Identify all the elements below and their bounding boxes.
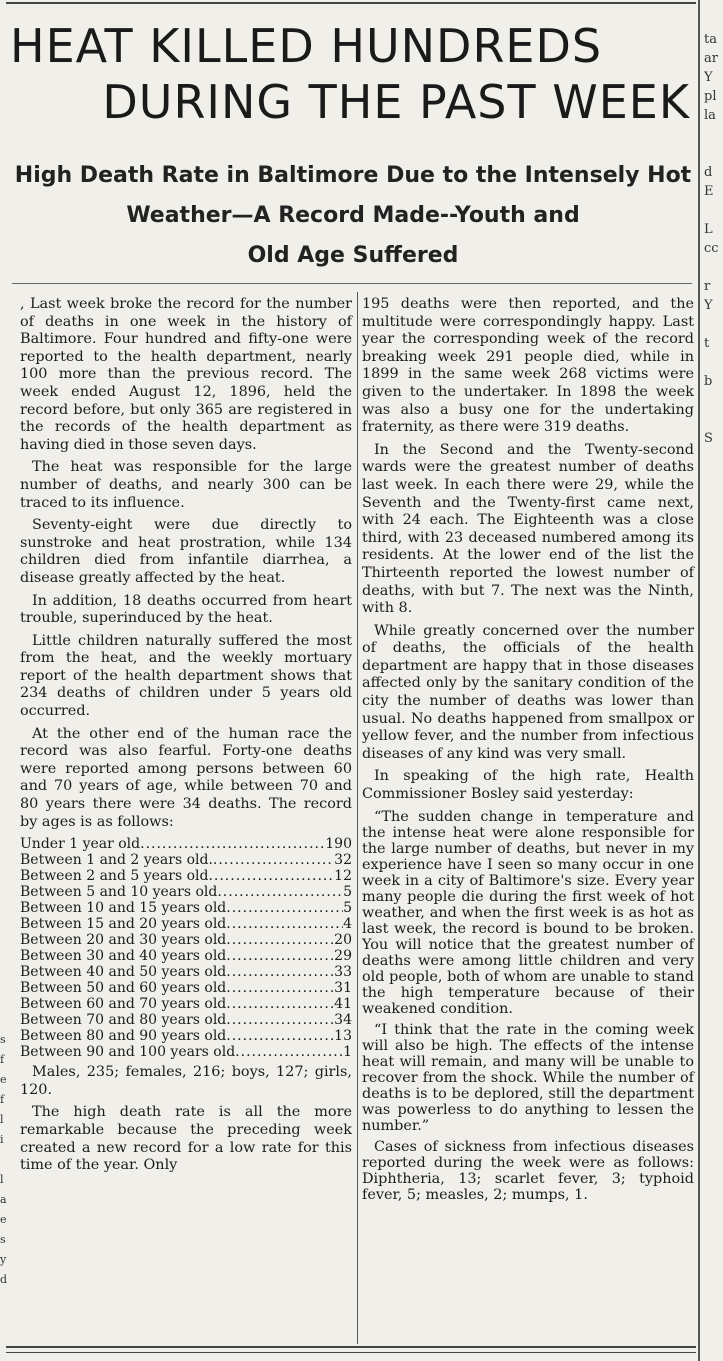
death-count: 41 <box>334 996 352 1013</box>
paragraph: “The sudden change in temperature and the intense heat were alone responsible for the large number of deaths, but never in my experience have I seen so many occur in one week in a city of Baltimore's size. Every year many people die during the first week of hot weather, and when the first week is as hot as last week, the record is bound to be broken. You will notice that the greatest number of deaths were among little children and very old people, both of whom are unable to stand the high temperature because of their weakened condition. <box>362 808 694 1017</box>
margin-fragment: Y <box>704 298 713 313</box>
margin-fragment: pl <box>704 89 717 104</box>
death-count: 5 <box>343 900 352 917</box>
paragraph: While greatly concerned over the number of deaths, the officials of the health department are happy that in those diseases affected only by the sanitary condition of the city the number of deaths was lower than usual. No deaths happened from smallpox or yellow fever, and the number from infectious diseases of any kind was very small. <box>362 622 694 762</box>
margin-fragment: la <box>704 108 716 123</box>
adjacent-column-fragment-left <box>0 1030 10 1290</box>
paragraph: 195 deaths were then reported, and the multitude were correspondingly happy. Last year the corresponding week of the record breaking week 291 people died, while in 1899 in the same week 268 victims were given to the undertaker. In 1898 the week was also a busy one for the undertaking fraternity, as there were 319 deaths. <box>362 296 694 436</box>
margin-fragment: S <box>704 431 713 446</box>
margin-fragment <box>704 258 723 277</box>
headline-line-1: HEAT KILLED HUNDREDS <box>10 19 603 73</box>
paragraph: In the Second and the Twenty-second wards were the greatest number of deaths last week. In each there were 29, while the Seventh and the Twenty-first came next, with 24 each. The Eighteenth was a close third, with 23 deceased numbered among its residents. At the lower end of the list the Thirteenth reported the lowest number of deaths, with but 7. The next was the Ninth, with 8. <box>362 441 694 617</box>
leader-dots <box>226 916 343 932</box>
leader-dots <box>235 1044 343 1060</box>
leader-dots <box>217 884 343 900</box>
leader-dots <box>208 868 334 884</box>
age-row <box>20 964 352 980</box>
age-row <box>20 1012 352 1028</box>
age-range-label: Between 50 and 60 years old <box>20 980 227 997</box>
headline <box>8 18 696 130</box>
age-row <box>20 932 352 948</box>
paragraph: In addition, 18 deaths occurred from heart trouble, superinduced by the heat. <box>20 592 352 627</box>
margin-fragment: ar <box>704 51 718 66</box>
death-count: 32 <box>334 852 352 869</box>
subheadline-line-1: High Death Rate in Baltimore Due to the Intensely Hot <box>14 163 692 188</box>
leader-dots <box>226 948 334 964</box>
margin-fragment <box>704 410 723 429</box>
margin-fragment: y <box>0 1253 7 1266</box>
age-range-label: Under 1 year old <box>20 836 141 853</box>
paragraph: At the other end of the human race the record was also fearful. Forty-one deaths were reported among persons between 60 and 70 years of age, while between 70 and 80 years there were 34 deaths. The record by ages is as follows: <box>20 725 352 830</box>
margin-fragment: d <box>0 1273 8 1286</box>
age-row <box>20 916 352 932</box>
margin-fragment <box>704 315 723 334</box>
margin-fragment: cc <box>704 241 719 256</box>
paragraph: Little children naturally suffered the most from the heat, and the weekly mortuary report of the health department shows that 234 deaths of children under 5 years old occurred. <box>20 632 352 720</box>
leader-dots <box>226 980 334 996</box>
age-row <box>20 836 352 852</box>
age-range-label: Between 90 and 100 years old <box>20 1044 236 1061</box>
margin-fragment: f <box>0 1053 5 1066</box>
subheadline-line-3: Old Age Suffered <box>247 243 459 268</box>
margin-fragment <box>704 391 723 410</box>
subheadline-rule <box>12 283 692 284</box>
leader-dots <box>226 964 334 980</box>
paragraph: The heat was responsible for the large number of deaths, and nearly 300 can be traced to its influence. <box>20 459 352 511</box>
paragraph: In speaking of the high rate, Health Commissioner Bosley said yesterday: <box>362 768 694 803</box>
death-count: 5 <box>343 884 352 901</box>
margin-fragment: s <box>0 1233 6 1246</box>
death-count: 12 <box>334 868 352 885</box>
margin-fragment: t <box>704 336 710 351</box>
margin-fragment: d <box>704 165 713 180</box>
leader-dots <box>226 932 334 948</box>
death-count: 20 <box>334 932 352 949</box>
margin-fragment: i <box>0 1133 4 1146</box>
column-divider-right <box>698 0 700 1361</box>
bottom-rule <box>6 1346 696 1348</box>
margin-fragment: f <box>0 1093 5 1106</box>
paragraph: “I think that the rate in the coming week will also be high. The effects of the intense heat will remain, and many will be unable to recover from the shock. While the number of deaths is to be deplored, still the department was powerless to do anything to lessen the number.” <box>362 1021 694 1134</box>
age-row <box>20 852 352 868</box>
age-range-label: Between 70 and 80 years old <box>20 1012 227 1029</box>
death-count: 1 <box>343 1044 352 1061</box>
leader-dots <box>226 900 343 916</box>
margin-fragment: e <box>0 1213 7 1226</box>
subheadline <box>8 156 698 276</box>
margin-fragment <box>0 1150 10 1170</box>
paragraph: Cases of sickness from infectious diseases reported during the week were as follows: Diphtheria, 13; scarlet fever, 3; typhoid fever, 5; measles, 2; mumps, 1. <box>362 1138 694 1203</box>
age-row <box>20 900 352 916</box>
age-range-label: Between 1 and 2 years old. <box>20 852 213 869</box>
age-row <box>20 980 352 996</box>
age-row <box>20 1044 352 1060</box>
margin-fragment: s <box>0 1033 6 1046</box>
paragraph: Males, 235; females, 216; boys, 127; girls, 120. <box>20 1064 352 1098</box>
death-count: 4 <box>343 916 352 933</box>
margin-fragment: Y <box>704 70 713 85</box>
column-divider-center <box>357 292 358 1344</box>
death-count: 31 <box>334 980 352 997</box>
leader-dots <box>226 1028 334 1044</box>
death-count: 34 <box>334 1012 352 1029</box>
margin-fragment <box>704 353 723 372</box>
margin-fragment <box>704 125 723 144</box>
top-rule <box>6 2 696 4</box>
age-range-label: Between 80 and 90 years old <box>20 1028 227 1045</box>
leader-dots <box>226 996 334 1012</box>
age-range-label: Between 5 and 10 years old <box>20 884 218 901</box>
leader-dots <box>140 836 325 852</box>
death-count: 13 <box>334 1028 352 1045</box>
article-column-left <box>20 296 352 1180</box>
leader-dots <box>226 1012 334 1028</box>
death-count: 190 <box>325 836 352 853</box>
headline-line-2: DURING THE PAST WEEK <box>102 75 690 129</box>
adjacent-column-fragment-right <box>704 30 723 448</box>
age-row <box>20 868 352 884</box>
subheadline-line-2: Weather—A Record Made--Youth and <box>126 203 580 228</box>
leader-dots <box>213 852 334 868</box>
margin-fragment: a <box>0 1193 7 1206</box>
margin-fragment: ta <box>704 32 717 47</box>
margin-fragment <box>704 201 723 220</box>
margin-fragment: b <box>704 374 713 389</box>
age-range-label: Between 30 and 40 years old <box>20 948 227 965</box>
paragraph: Seventy-eight were due directly to sunstroke and heat prostration, while 134 children died from infantile diarrhea, a disease greatly affected by the heat. <box>20 517 352 586</box>
age-row <box>20 948 352 964</box>
margin-fragment: e <box>0 1073 7 1086</box>
age-row <box>20 884 352 900</box>
death-count: 29 <box>334 948 352 965</box>
death-count: 33 <box>334 964 352 981</box>
margin-fragment <box>704 144 723 163</box>
margin-fragment: L <box>704 222 713 237</box>
age-range-label: Between 2 and 5 years old <box>20 868 209 885</box>
margin-fragment: r <box>704 279 711 294</box>
paragraph: , Last week broke the record for the number of deaths in one week in the history of Baltimore. Four hundred and fifty-one were reported to the health department, nearly 100 more than the previous record. The week ended August 12, 1896, held the record before, but only 365 are registered in the records of the health department as having died in those seven days. <box>20 296 352 453</box>
paragraph: The high death rate is all the more remarkable because the preceding week created a new record for a low rate for this time of the year. Only <box>20 1104 352 1174</box>
age-row <box>20 996 352 1012</box>
bottom-rule-secondary <box>6 1352 696 1353</box>
age-range-label: Between 10 and 15 years old <box>20 900 227 917</box>
age-range-label: Between 60 and 70 years old <box>20 996 227 1013</box>
age-row <box>20 1028 352 1044</box>
article-column-right <box>362 296 694 1208</box>
deaths-by-age-table <box>20 836 352 1060</box>
margin-fragment: l <box>0 1113 4 1126</box>
age-range-label: Between 20 and 30 years old <box>20 932 227 949</box>
margin-fragment: l <box>0 1173 4 1186</box>
age-range-label: Between 15 and 20 years old <box>20 916 227 933</box>
margin-fragment: E <box>704 184 714 199</box>
age-range-label: Between 40 and 50 years old <box>20 964 227 981</box>
